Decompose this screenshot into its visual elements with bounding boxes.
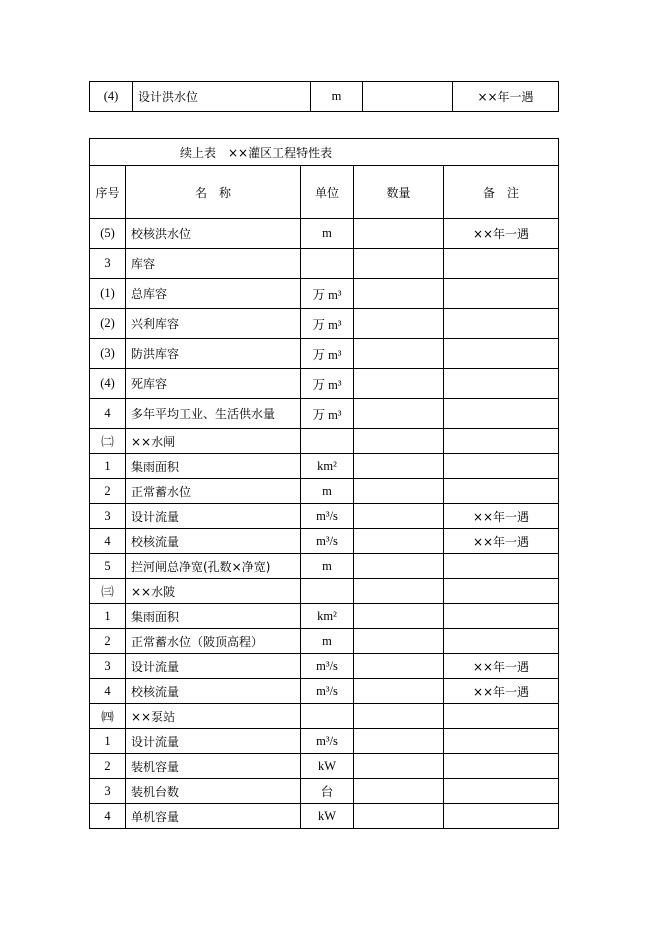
item-name: 兴利库容: [126, 309, 301, 339]
table-row: [90, 454, 559, 479]
quantity: [354, 804, 444, 829]
header-name: 名 称: [126, 166, 301, 219]
header-row: [90, 166, 559, 219]
item-name: ××水闸: [126, 429, 301, 454]
table-row: [90, 219, 559, 249]
note: [444, 249, 559, 279]
row-number: 3: [90, 779, 126, 804]
unit: 万 m³: [301, 399, 354, 429]
item-name: ××水陂: [126, 579, 301, 604]
row-number: (4): [90, 82, 133, 112]
quantity: [354, 279, 444, 309]
unit: m³/s: [301, 679, 354, 704]
unit: km²: [301, 454, 354, 479]
quantity: [354, 399, 444, 429]
quantity: [354, 309, 444, 339]
header-no: 序号: [90, 166, 126, 219]
quantity: [354, 529, 444, 554]
unit: m: [301, 479, 354, 504]
item-name: 库容: [126, 249, 301, 279]
table-row: [90, 679, 559, 704]
quantity: [354, 754, 444, 779]
unit: m: [301, 219, 354, 249]
item-name: 校核流量: [126, 529, 301, 554]
quantity: [354, 604, 444, 629]
quantity: [354, 679, 444, 704]
row-number: 4: [90, 679, 126, 704]
note: [444, 779, 559, 804]
project-characteristics-table: [89, 138, 559, 829]
unit: m³/s: [301, 654, 354, 679]
item-name: 正常蓄水位（陂顶高程）: [126, 629, 301, 654]
table-row: [90, 779, 559, 804]
item-name: 防洪库容: [126, 339, 301, 369]
header-quantity: 数量: [354, 166, 444, 219]
table-row: [90, 629, 559, 654]
row-number: 3: [90, 654, 126, 679]
quantity: [354, 479, 444, 504]
row-number: 2: [90, 754, 126, 779]
unit: m³/s: [301, 529, 354, 554]
table-row: [90, 429, 559, 454]
note: ××年一遇: [453, 82, 559, 112]
unit: 万 m³: [301, 309, 354, 339]
quantity: [354, 219, 444, 249]
continued-top-table: [89, 81, 559, 112]
row-number: 3: [90, 249, 126, 279]
quantity: [354, 339, 444, 369]
item-name: 设计流量: [126, 654, 301, 679]
note: [444, 399, 559, 429]
unit: 万 m³: [301, 279, 354, 309]
unit: 台: [301, 779, 354, 804]
unit: 万 m³: [301, 369, 354, 399]
item-name: 正常蓄水位: [126, 479, 301, 504]
note: [444, 479, 559, 504]
item-name: 设计流量: [126, 504, 301, 529]
quantity: [354, 429, 444, 454]
unit: [301, 249, 354, 279]
table-row: [90, 339, 559, 369]
table-row: [90, 554, 559, 579]
item-name: 集雨面积: [126, 454, 301, 479]
table-row: [90, 82, 559, 112]
row-number: 2: [90, 629, 126, 654]
table-title: 续上表 ××灌区工程特性表: [90, 139, 559, 166]
table-row: [90, 754, 559, 779]
quantity: [363, 82, 453, 112]
unit: m: [301, 629, 354, 654]
item-name: 装机台数: [126, 779, 301, 804]
note: [444, 429, 559, 454]
row-number: (4): [90, 369, 126, 399]
row-number: 4: [90, 399, 126, 429]
table-row: [90, 654, 559, 679]
header-note: 备 注: [444, 166, 559, 219]
row-number: (5): [90, 219, 126, 249]
quantity: [354, 554, 444, 579]
row-number: ㈡: [90, 429, 126, 454]
quantity: [354, 249, 444, 279]
note: [444, 554, 559, 579]
row-number: 1: [90, 729, 126, 754]
row-number: 4: [90, 529, 126, 554]
note: ××年一遇: [444, 504, 559, 529]
note: ××年一遇: [444, 679, 559, 704]
note: ××年一遇: [444, 654, 559, 679]
row-number: 1: [90, 604, 126, 629]
note: ××年一遇: [444, 219, 559, 249]
row-number: 2: [90, 479, 126, 504]
note: [444, 339, 559, 369]
item-name: 集雨面积: [126, 604, 301, 629]
row-number: (3): [90, 339, 126, 369]
note: ××年一遇: [444, 529, 559, 554]
table-row: [90, 529, 559, 554]
item-name: 装机容量: [126, 754, 301, 779]
table-row: [90, 804, 559, 829]
row-number: ㈢: [90, 579, 126, 604]
note: [444, 279, 559, 309]
item-name: 多年平均工业、生活供水量: [126, 399, 301, 429]
unit: m³/s: [301, 504, 354, 529]
item-name: 死库容: [126, 369, 301, 399]
item-name: 设计流量: [126, 729, 301, 754]
row-number: 3: [90, 504, 126, 529]
table-row: [90, 369, 559, 399]
note: [444, 369, 559, 399]
table-row: [90, 579, 559, 604]
note: [444, 704, 559, 729]
row-number: 5: [90, 554, 126, 579]
unit: km²: [301, 604, 354, 629]
quantity: [354, 704, 444, 729]
item-name: 校核洪水位: [126, 219, 301, 249]
quantity: [354, 729, 444, 754]
unit: kW: [301, 804, 354, 829]
quantity: [354, 629, 444, 654]
note: [444, 754, 559, 779]
quantity: [354, 454, 444, 479]
quantity: [354, 369, 444, 399]
quantity: [354, 654, 444, 679]
quantity: [354, 779, 444, 804]
header-unit: 单位: [301, 166, 354, 219]
table-row: [90, 279, 559, 309]
table-row: [90, 399, 559, 429]
table-row: [90, 729, 559, 754]
quantity: [354, 579, 444, 604]
table-row: [90, 309, 559, 339]
row-number: 4: [90, 804, 126, 829]
item-name: 拦河闸总净宽(孔数×净宽): [126, 554, 301, 579]
item-name: 单机容量: [126, 804, 301, 829]
unit: [301, 429, 354, 454]
unit: [301, 704, 354, 729]
note: [444, 804, 559, 829]
note: [444, 579, 559, 604]
unit: m³/s: [301, 729, 354, 754]
table-row: [90, 604, 559, 629]
table-row: [90, 479, 559, 504]
row-number: 1: [90, 454, 126, 479]
row-number: (2): [90, 309, 126, 339]
note: [444, 629, 559, 654]
item-name: 校核流量: [126, 679, 301, 704]
note: [444, 729, 559, 754]
note: [444, 604, 559, 629]
unit: m: [301, 554, 354, 579]
note: [444, 454, 559, 479]
unit: 万 m³: [301, 339, 354, 369]
unit: [301, 579, 354, 604]
row-number: ㈣: [90, 704, 126, 729]
note: [444, 309, 559, 339]
item-name: ××泵站: [126, 704, 301, 729]
table-row: [90, 504, 559, 529]
table-title-row: [90, 139, 559, 166]
quantity: [354, 504, 444, 529]
item-name: 总库容: [126, 279, 301, 309]
table-row: [90, 249, 559, 279]
unit: m: [311, 82, 363, 112]
table-row: [90, 704, 559, 729]
unit: kW: [301, 754, 354, 779]
item-name: 设计洪水位: [133, 82, 311, 112]
row-number: (1): [90, 279, 126, 309]
